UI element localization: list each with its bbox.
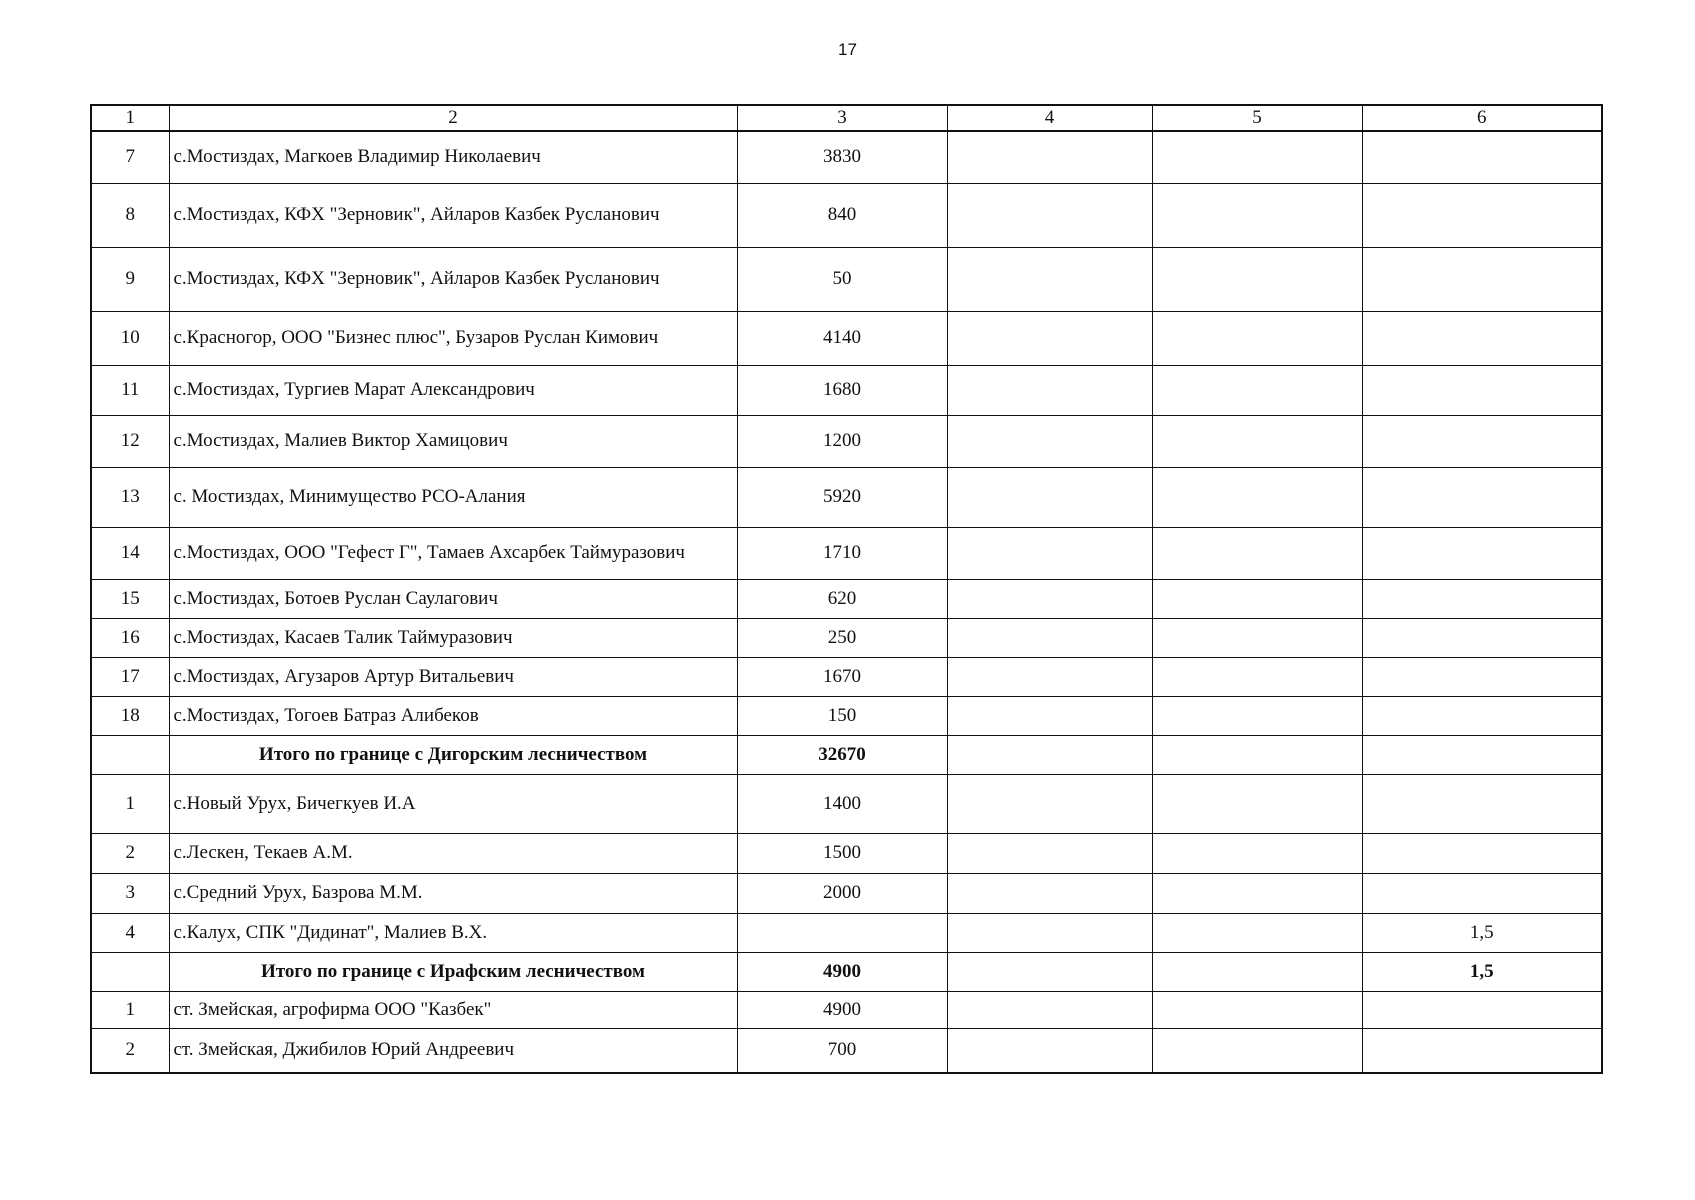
location-owner-cell: с.Мостиздах, Тогоев Батраз Алибеков — [169, 696, 737, 735]
column-6-cell — [1362, 991, 1602, 1028]
column-5-cell — [1152, 774, 1362, 833]
column-4-cell — [947, 247, 1152, 311]
table-row — [91, 833, 1602, 873]
column-3-cell: 4140 — [737, 311, 947, 365]
column-4-cell — [947, 991, 1152, 1028]
column-6-cell — [1362, 618, 1602, 657]
column-6-cell — [1362, 415, 1602, 467]
table-row — [91, 131, 1602, 183]
table-row — [91, 1028, 1602, 1073]
total-row — [91, 952, 1602, 991]
column-6-cell — [1362, 873, 1602, 913]
column-4-cell — [947, 365, 1152, 415]
column-5-cell — [1152, 183, 1362, 247]
column-5-cell — [1152, 696, 1362, 735]
table-row — [91, 311, 1602, 365]
table-row — [91, 415, 1602, 467]
location-owner-cell: с.Средний Урух, Базрова М.М. — [169, 873, 737, 913]
column-5-cell — [1152, 527, 1362, 579]
location-owner-cell: ст. Змейская, Джибилов Юрий Андреевич — [169, 1028, 737, 1073]
column-header: 1 — [91, 105, 169, 131]
column-6-cell — [1362, 696, 1602, 735]
column-3-cell: 840 — [737, 183, 947, 247]
table-row — [91, 913, 1602, 952]
row-number-cell: 15 — [91, 579, 169, 618]
table-row — [91, 527, 1602, 579]
column-4-cell — [947, 735, 1152, 774]
column-3-cell: 2000 — [737, 873, 947, 913]
column-4-cell — [947, 952, 1152, 991]
column-5-cell — [1152, 1028, 1362, 1073]
column-header: 4 — [947, 105, 1152, 131]
row-number-cell — [91, 952, 169, 991]
column-header: 5 — [1152, 105, 1362, 131]
column-5-cell — [1152, 131, 1362, 183]
column-3-cell — [737, 913, 947, 952]
column-6-cell — [1362, 774, 1602, 833]
column-6-cell — [1362, 247, 1602, 311]
location-owner-cell: с.Мостиздах, Агузаров Артур Витальевич — [169, 657, 737, 696]
column-6-cell — [1362, 1028, 1602, 1073]
column-4-cell — [947, 1028, 1152, 1073]
column-3-cell: 1200 — [737, 415, 947, 467]
column-5-cell — [1152, 735, 1362, 774]
page-number: 17 — [838, 40, 857, 59]
row-number-cell — [91, 735, 169, 774]
column-6-cell — [1362, 833, 1602, 873]
location-owner-cell: с.Мостиздах, Магкоев Владимир Николаевич — [169, 131, 737, 183]
data-table — [90, 104, 1603, 1074]
column-6-cell — [1362, 527, 1602, 579]
column-5-cell — [1152, 467, 1362, 527]
column-6-cell — [1362, 131, 1602, 183]
table-row — [91, 873, 1602, 913]
row-number-cell: 7 — [91, 131, 169, 183]
column-3-cell: 3830 — [737, 131, 947, 183]
column-4-cell — [947, 913, 1152, 952]
table-row — [91, 183, 1602, 247]
column-4-cell — [947, 873, 1152, 913]
column-4-cell — [947, 467, 1152, 527]
column-header: 2 — [169, 105, 737, 131]
location-owner-cell: Итого по границе с Ирафским лесничеством — [169, 952, 737, 991]
column-3-cell: 4900 — [737, 952, 947, 991]
column-4-cell — [947, 696, 1152, 735]
column-5-cell — [1152, 991, 1362, 1028]
row-number-cell: 3 — [91, 873, 169, 913]
column-header: 6 — [1362, 105, 1602, 131]
column-5-cell — [1152, 657, 1362, 696]
column-5-cell — [1152, 311, 1362, 365]
column-4-cell — [947, 833, 1152, 873]
column-5-cell — [1152, 247, 1362, 311]
row-number-cell: 2 — [91, 833, 169, 873]
column-6-cell — [1362, 183, 1602, 247]
row-number-cell: 13 — [91, 467, 169, 527]
column-3-cell: 1670 — [737, 657, 947, 696]
table-row — [91, 657, 1602, 696]
column-5-cell — [1152, 365, 1362, 415]
row-number-cell: 12 — [91, 415, 169, 467]
row-number-cell: 1 — [91, 991, 169, 1028]
column-5-cell — [1152, 618, 1362, 657]
table-row — [91, 774, 1602, 833]
table-row — [91, 467, 1602, 527]
column-3-cell: 1500 — [737, 833, 947, 873]
row-number-cell: 10 — [91, 311, 169, 365]
column-3-cell: 4900 — [737, 991, 947, 1028]
location-owner-cell: с.Лескен, Текаев А.М. — [169, 833, 737, 873]
column-6-cell — [1362, 657, 1602, 696]
column-3-cell: 700 — [737, 1028, 947, 1073]
location-owner-cell: ст. Змейская, агрофирма ООО "Казбек" — [169, 991, 737, 1028]
row-number-cell: 4 — [91, 913, 169, 952]
column-6-cell — [1362, 311, 1602, 365]
column-3-cell: 50 — [737, 247, 947, 311]
table-row — [91, 696, 1602, 735]
header-row — [91, 105, 1602, 131]
column-4-cell — [947, 618, 1152, 657]
column-3-cell: 250 — [737, 618, 947, 657]
column-6-cell: 1,5 — [1362, 913, 1602, 952]
column-3-cell: 150 — [737, 696, 947, 735]
total-row — [91, 735, 1602, 774]
column-3-cell: 620 — [737, 579, 947, 618]
row-number-cell: 1 — [91, 774, 169, 833]
table-row — [91, 618, 1602, 657]
location-owner-cell: с.Мостиздах, Ботоев Руслан Саулагович — [169, 579, 737, 618]
column-4-cell — [947, 657, 1152, 696]
column-4-cell — [947, 183, 1152, 247]
column-5-cell — [1152, 833, 1362, 873]
location-owner-cell: с.Мостиздах, Касаев Талик Таймуразович — [169, 618, 737, 657]
column-6-cell — [1362, 467, 1602, 527]
location-owner-cell: с.Мостиздах, ООО "Гефест Г", Тамаев Ахсарбек Таймуразович — [169, 527, 737, 579]
column-4-cell — [947, 527, 1152, 579]
column-4-cell — [947, 311, 1152, 365]
table-body — [91, 131, 1602, 1073]
row-number-cell: 8 — [91, 183, 169, 247]
location-owner-cell: с.Мостиздах, КФХ "Зерновик", Айларов Казбек Русланович — [169, 183, 737, 247]
column-3-cell: 1710 — [737, 527, 947, 579]
column-5-cell — [1152, 952, 1362, 991]
table-row — [91, 247, 1602, 311]
column-4-cell — [947, 579, 1152, 618]
column-3-cell: 1680 — [737, 365, 947, 415]
row-number-cell: 11 — [91, 365, 169, 415]
column-3-cell: 1400 — [737, 774, 947, 833]
column-5-cell — [1152, 415, 1362, 467]
column-5-cell — [1152, 913, 1362, 952]
location-owner-cell: с.Мостиздах, Тургиев Марат Александрович — [169, 365, 737, 415]
column-4-cell — [947, 131, 1152, 183]
location-owner-cell: с. Мостиздах, Минимущество РСО-Алания — [169, 467, 737, 527]
column-6-cell — [1362, 365, 1602, 415]
column-4-cell — [947, 415, 1152, 467]
location-owner-cell: с.Мостиздах, КФХ "Зерновик", Айларов Казбек Русланович — [169, 247, 737, 311]
table-row — [91, 365, 1602, 415]
location-owner-cell: Итого по границе с Дигорским лесничеством — [169, 735, 737, 774]
row-number-cell: 14 — [91, 527, 169, 579]
location-owner-cell: с.Мостиздах, Малиев Виктор Хамицович — [169, 415, 737, 467]
location-owner-cell: с.Калух, СПК "Дидинат", Малиев В.Х. — [169, 913, 737, 952]
row-number-cell: 16 — [91, 618, 169, 657]
row-number-cell: 17 — [91, 657, 169, 696]
column-header: 3 — [737, 105, 947, 131]
table-row — [91, 991, 1602, 1028]
column-5-cell — [1152, 579, 1362, 618]
location-owner-cell: с.Красногор, ООО "Бизнес плюс", Бузаров Руслан Кимович — [169, 311, 737, 365]
location-owner-cell: с.Новый Урух, Бичегкуев И.А — [169, 774, 737, 833]
column-4-cell — [947, 774, 1152, 833]
row-number-cell: 18 — [91, 696, 169, 735]
column-6-cell — [1362, 579, 1602, 618]
column-6-cell — [1362, 735, 1602, 774]
column-3-cell: 5920 — [737, 467, 947, 527]
row-number-cell: 9 — [91, 247, 169, 311]
row-number-cell: 2 — [91, 1028, 169, 1073]
column-6-cell: 1,5 — [1362, 952, 1602, 991]
column-5-cell — [1152, 873, 1362, 913]
column-3-cell: 32670 — [737, 735, 947, 774]
table-row — [91, 579, 1602, 618]
